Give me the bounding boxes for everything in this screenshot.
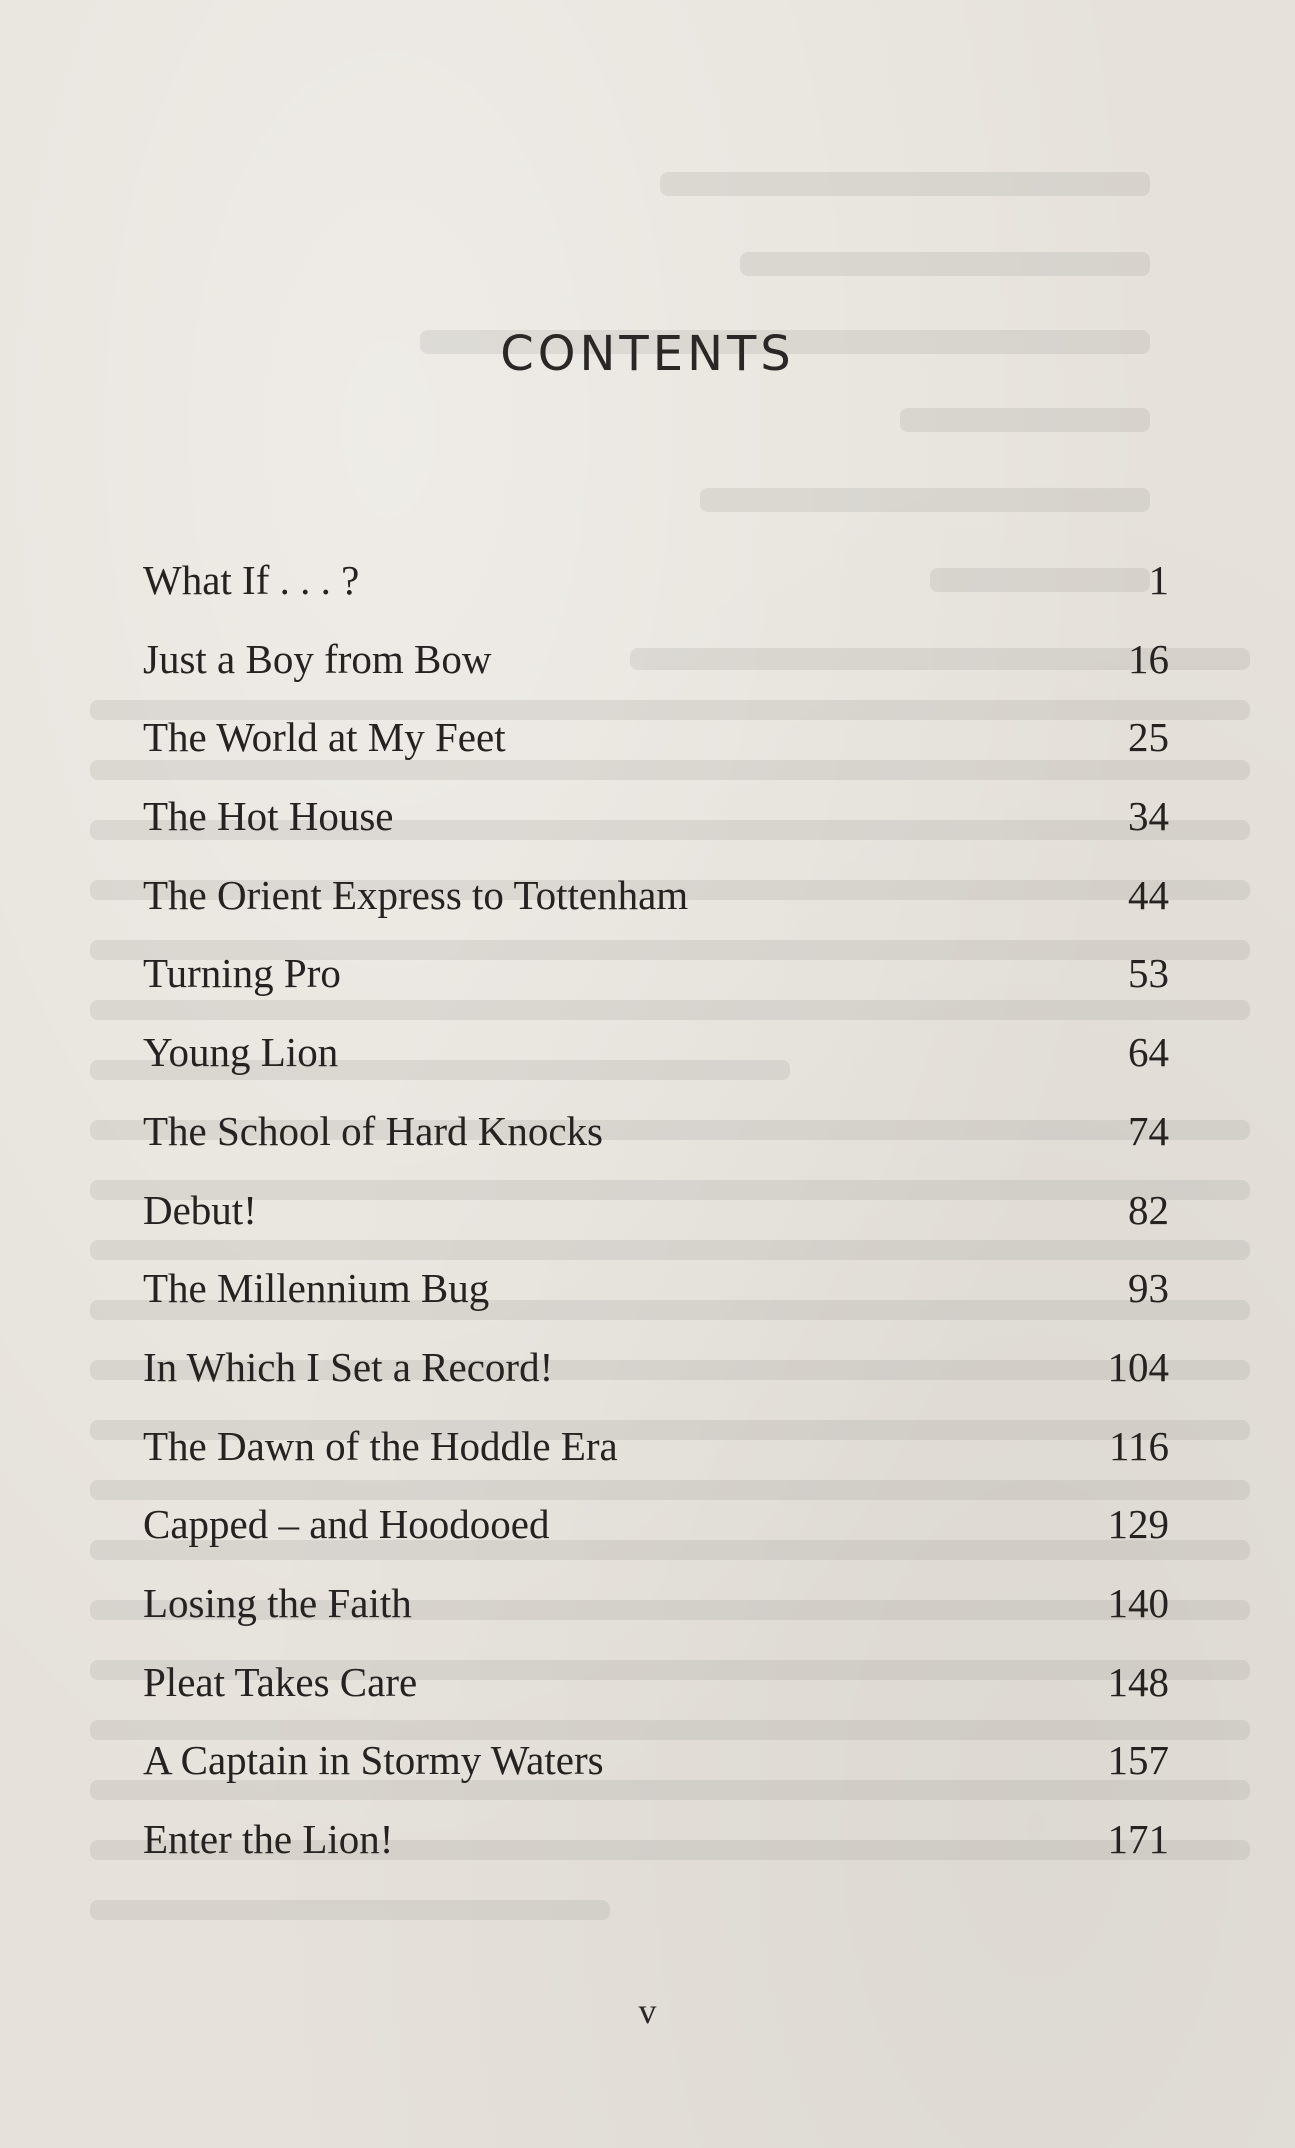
- toc-entry-title: The Dawn of the Hoddle Era: [143, 1422, 618, 1469]
- toc-entry[interactable]: [143, 707, 1169, 786]
- toc-entry[interactable]: [143, 865, 1169, 944]
- toc-entry[interactable]: [143, 1022, 1169, 1101]
- toc-entry-page: 82: [1128, 1186, 1169, 1233]
- toc-entry-title: A Captain in Stormy Waters: [143, 1737, 604, 1784]
- toc-entry[interactable]: [143, 629, 1169, 708]
- toc-entry[interactable]: [143, 1337, 1169, 1416]
- toc-entry-title: Pleat Takes Care: [143, 1658, 418, 1705]
- toc-entry[interactable]: [143, 1809, 1169, 1888]
- toc-entry[interactable]: [143, 1573, 1169, 1652]
- toc-entry-title: The School of Hard Knocks: [143, 1107, 604, 1154]
- toc-entry-title: Losing the Faith: [143, 1579, 412, 1626]
- toc-entry-title: The Orient Express to Tottenham: [143, 871, 689, 918]
- toc-entry[interactable]: [143, 550, 1169, 629]
- toc-entry-page: 148: [1107, 1658, 1169, 1705]
- toc-entry[interactable]: [143, 1101, 1169, 1180]
- toc-entry-page: 171: [1107, 1816, 1169, 1862]
- toc-entry-page: 1: [1148, 557, 1169, 603]
- toc-entry-title: The Hot House: [143, 793, 394, 840]
- toc-entry-title: Debut!: [143, 1186, 257, 1233]
- page-number: v: [638, 1991, 657, 2031]
- toc-entry[interactable]: [143, 1652, 1169, 1731]
- toc-entry[interactable]: [143, 1494, 1169, 1573]
- toc-entry-page: 116: [1109, 1422, 1169, 1469]
- toc-entry-title: In Which I Set a Record!: [143, 1343, 554, 1390]
- toc-entry[interactable]: [143, 1730, 1169, 1809]
- toc-entry-page: 157: [1107, 1737, 1169, 1784]
- toc-entry-title: Enter the Lion!: [143, 1816, 394, 1862]
- toc-entry[interactable]: [143, 1416, 1169, 1495]
- toc-entry-page: 74: [1128, 1107, 1169, 1154]
- toc-entry-page: 25: [1128, 714, 1169, 761]
- toc-entry-page: 93: [1128, 1265, 1169, 1312]
- toc-entry-title: Turning Pro: [143, 950, 341, 997]
- toc-entry[interactable]: [143, 1258, 1169, 1337]
- toc-entry-page: 16: [1128, 635, 1169, 682]
- toc-entry[interactable]: [143, 943, 1169, 1022]
- contents-heading: CONTENTS: [500, 326, 795, 382]
- toc-entry-title: Just a Boy from Bow: [143, 635, 492, 682]
- toc-entry-title: What If . . . ?: [143, 557, 360, 603]
- toc-entry-page: 64: [1128, 1029, 1169, 1076]
- toc-entry-page: 44: [1128, 871, 1169, 918]
- toc-entry-title: Young Lion: [143, 1029, 339, 1076]
- toc-entry-title: The Millennium Bug: [143, 1265, 490, 1312]
- toc-entry[interactable]: [143, 1180, 1169, 1259]
- toc-entry-page: 140: [1107, 1579, 1169, 1626]
- toc-entry-page: 53: [1128, 950, 1169, 997]
- toc-entry-title: Capped – and Hoodooed: [143, 1501, 550, 1548]
- toc-entry-page: 34: [1128, 793, 1169, 840]
- toc-entry-page: 129: [1107, 1501, 1169, 1548]
- toc-entry-title: The World at My Feet: [143, 714, 506, 761]
- toc-entry-page: 104: [1107, 1343, 1169, 1390]
- table-of-contents: [143, 550, 1169, 1888]
- toc-entry[interactable]: [143, 786, 1169, 865]
